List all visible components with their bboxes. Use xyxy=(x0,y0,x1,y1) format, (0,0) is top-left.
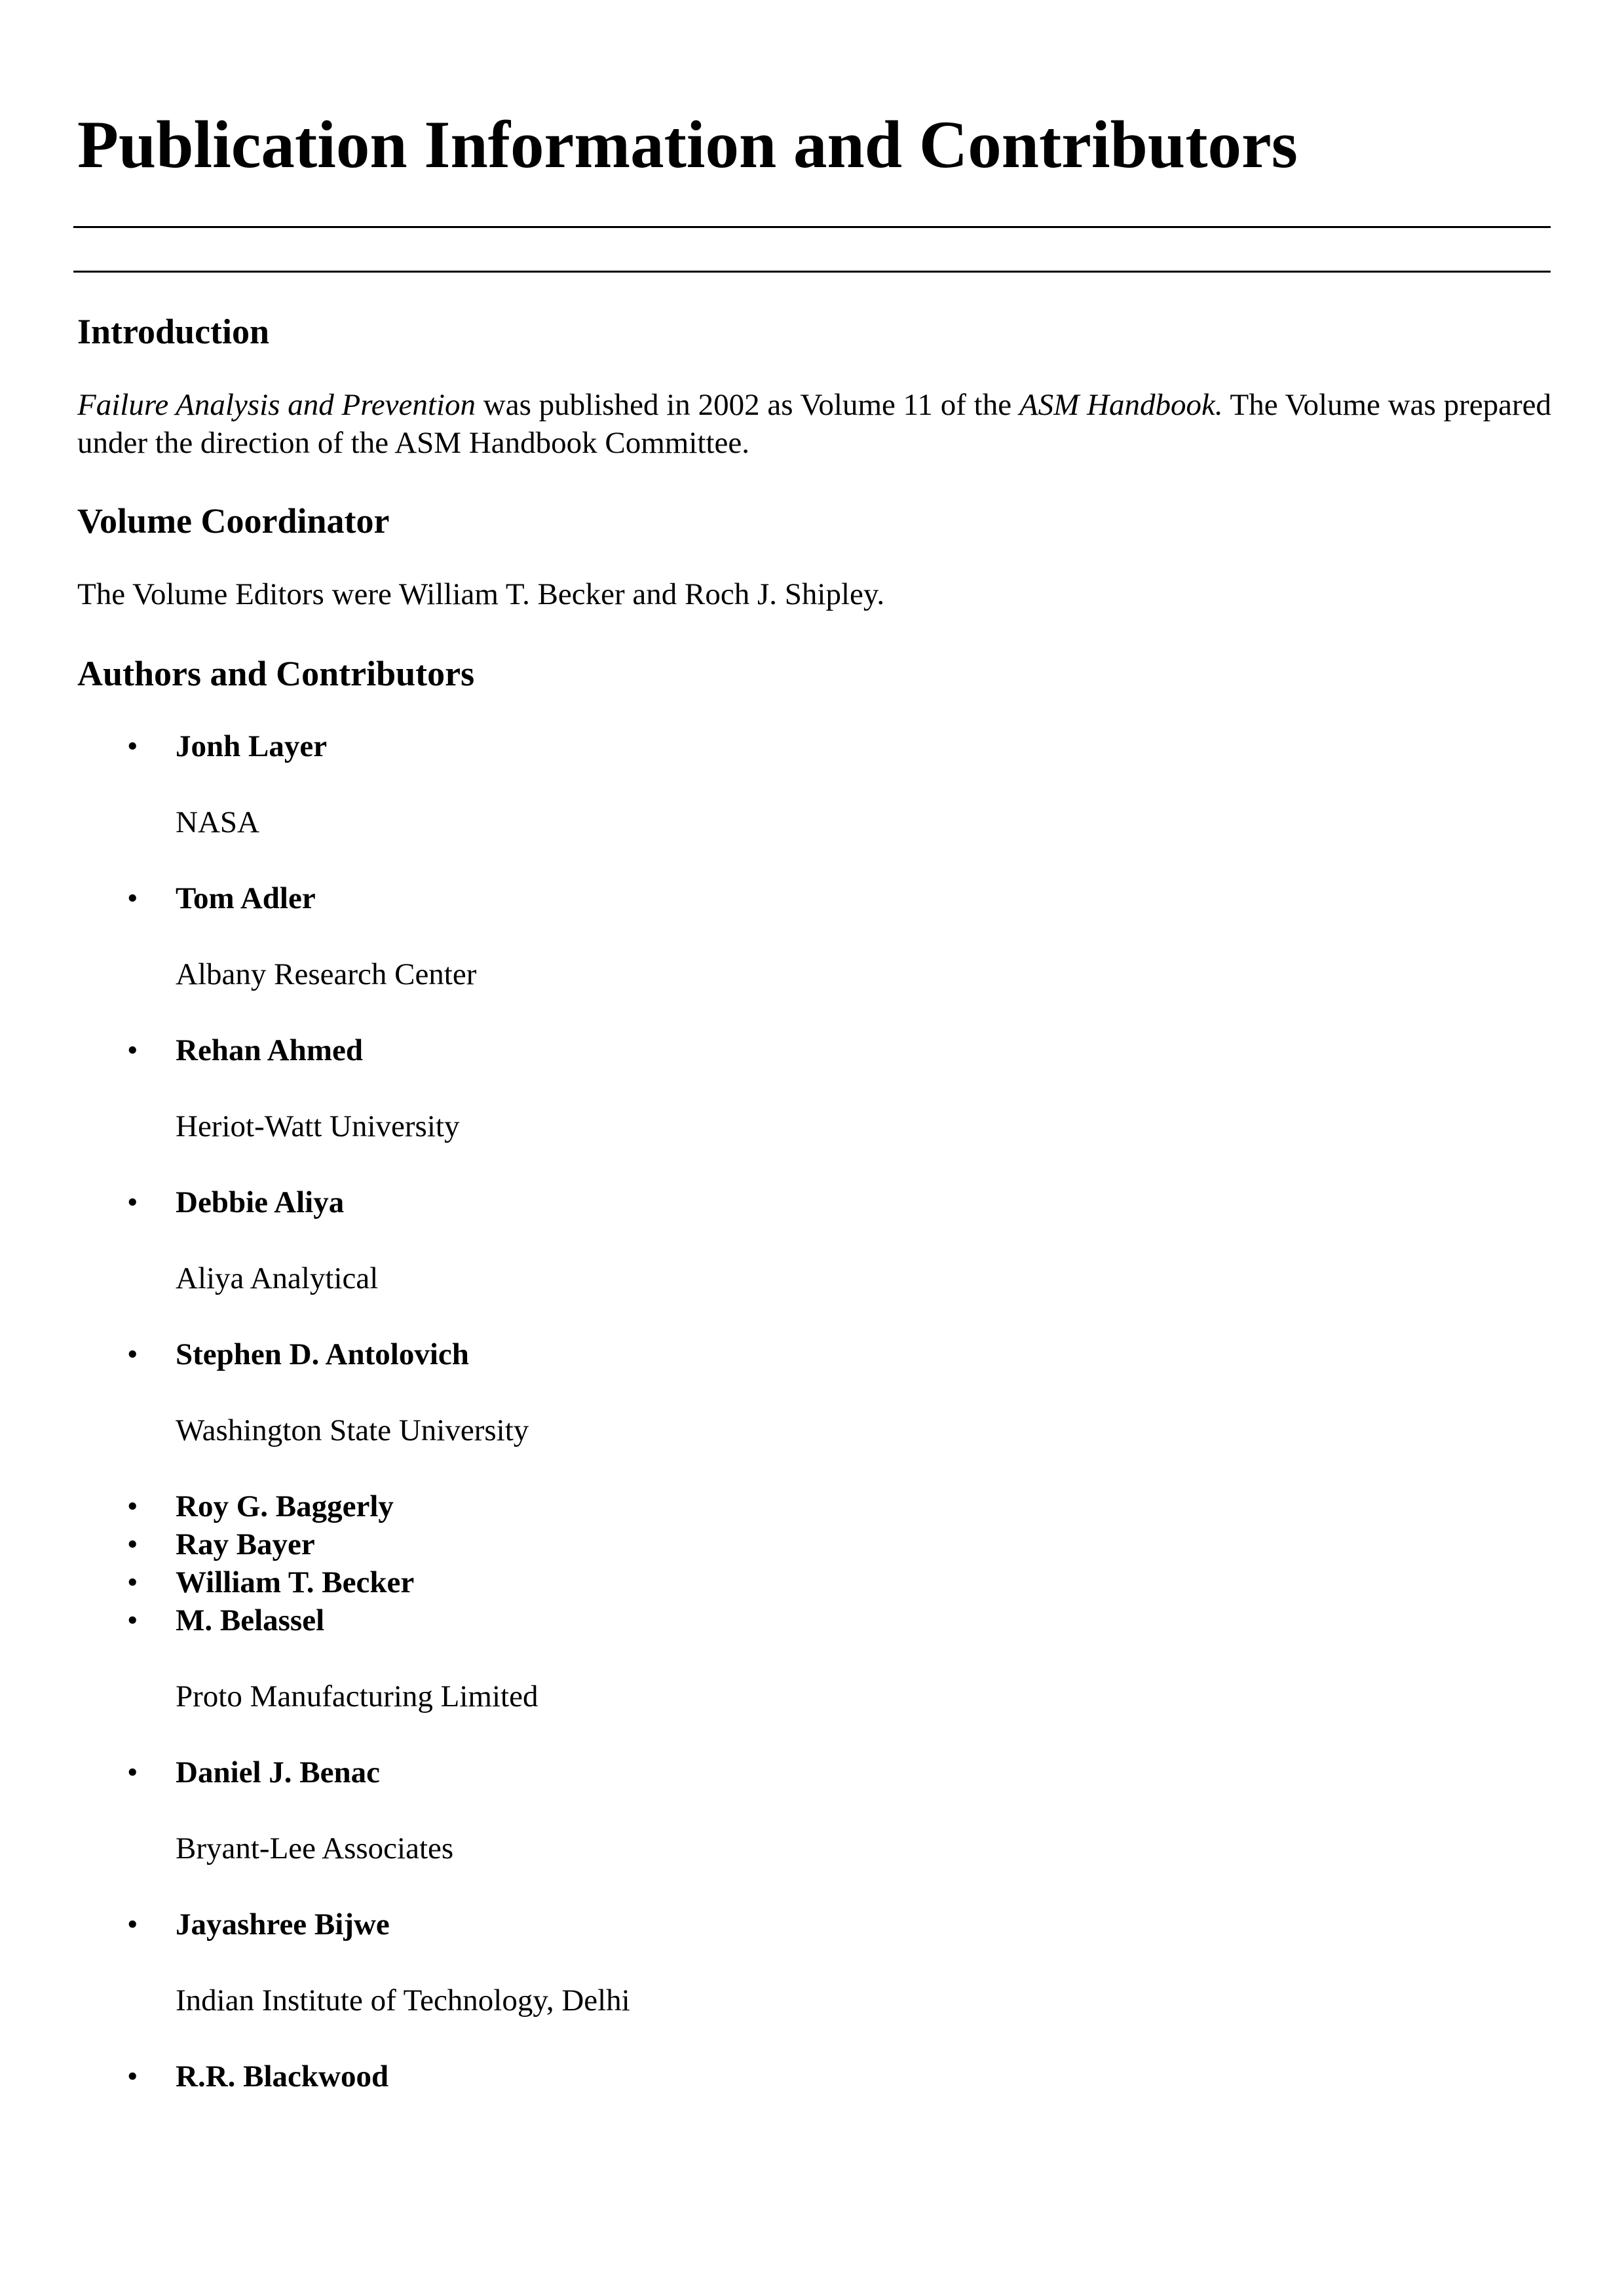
author-list-item xyxy=(77,1183,1551,1221)
bullet-icon: • xyxy=(127,729,138,764)
author-name: Daniel J. Benac xyxy=(176,1755,381,1790)
author-affiliation: NASA xyxy=(176,805,259,840)
author-affiliation: Indian Institute of Technology, Delhi xyxy=(176,1983,630,2018)
author-name: Rehan Ahmed xyxy=(176,1033,363,1068)
author-name: Debbie Aliya xyxy=(176,1185,345,1220)
horizontal-rule-top xyxy=(73,226,1551,228)
bullet-icon: • xyxy=(127,881,138,916)
volume-coordinator-heading: Volume Coordinator xyxy=(77,501,390,541)
author-list-item xyxy=(77,879,1551,917)
author-list-item xyxy=(77,1525,1551,1563)
page-title: Publication Information and Contributors xyxy=(77,107,1298,182)
author-affiliation: Heriot-Watt University xyxy=(176,1109,460,1144)
introduction-heading: Introduction xyxy=(77,312,270,351)
bullet-icon: • xyxy=(127,1755,138,1790)
author-name: Jayashree Bijwe xyxy=(176,1907,390,1942)
handbook-title: ASM Handbook. xyxy=(1019,387,1223,422)
introduction-text-part-1: was published in 2002 as Volume 11 of the xyxy=(476,387,1019,422)
author-affiliation: Bryant-Lee Associates xyxy=(176,1831,454,1866)
author-affiliation: Albany Research Center xyxy=(176,957,477,992)
introduction-text xyxy=(77,386,1551,462)
bullet-icon: • xyxy=(127,1907,138,1942)
author-affiliation: Aliya Analytical xyxy=(176,1261,379,1296)
author-list-item xyxy=(77,1753,1551,1791)
bullet-icon: • xyxy=(127,1185,138,1220)
bullet-icon: • xyxy=(127,1565,138,1600)
author-list-item xyxy=(77,1487,1551,1525)
author-affiliation: Washington State University xyxy=(176,1413,529,1448)
authors-list xyxy=(77,727,1551,2095)
main-content xyxy=(77,308,1551,2095)
author-list-item xyxy=(77,1335,1551,1373)
author-list-item xyxy=(77,727,1551,765)
horizontal-rule-bottom xyxy=(73,271,1551,273)
author-list-item xyxy=(77,1031,1551,1069)
author-name: Jonh Layer xyxy=(176,729,328,764)
author-name: Tom Adler xyxy=(176,881,316,916)
introduction-text-part-2: The Volume was prepared under the direction of the ASM Handbook Committee. xyxy=(77,387,1551,460)
authors-heading: Authors and Contributors xyxy=(77,653,475,693)
bullet-icon: • xyxy=(127,1489,138,1524)
volume-title: Failure Analysis and Prevention xyxy=(77,387,476,422)
author-list-item xyxy=(77,1563,1551,1601)
bullet-icon: • xyxy=(127,2059,138,2094)
author-name: R.R. Blackwood xyxy=(176,2059,389,2094)
bullet-icon: • xyxy=(127,1527,138,1562)
author-list-item xyxy=(77,1905,1551,1943)
author-name: Stephen D. Antolovich xyxy=(176,1337,469,1372)
author-affiliation: Proto Manufacturing Limited xyxy=(176,1679,538,1714)
author-name: Roy G. Baggerly xyxy=(176,1489,394,1524)
author-name: William T. Becker xyxy=(176,1565,415,1600)
author-name: M. Belassel xyxy=(176,1603,325,1638)
bullet-icon: • xyxy=(127,1603,138,1638)
bullet-icon: • xyxy=(127,1337,138,1372)
author-name: Ray Bayer xyxy=(176,1527,315,1562)
bullet-icon: • xyxy=(127,1033,138,1068)
volume-coordinator-text: The Volume Editors were William T. Becker and Roch J. Shipley. xyxy=(77,577,885,611)
author-list-item xyxy=(77,2057,1551,2095)
author-list-item xyxy=(77,1601,1551,1639)
